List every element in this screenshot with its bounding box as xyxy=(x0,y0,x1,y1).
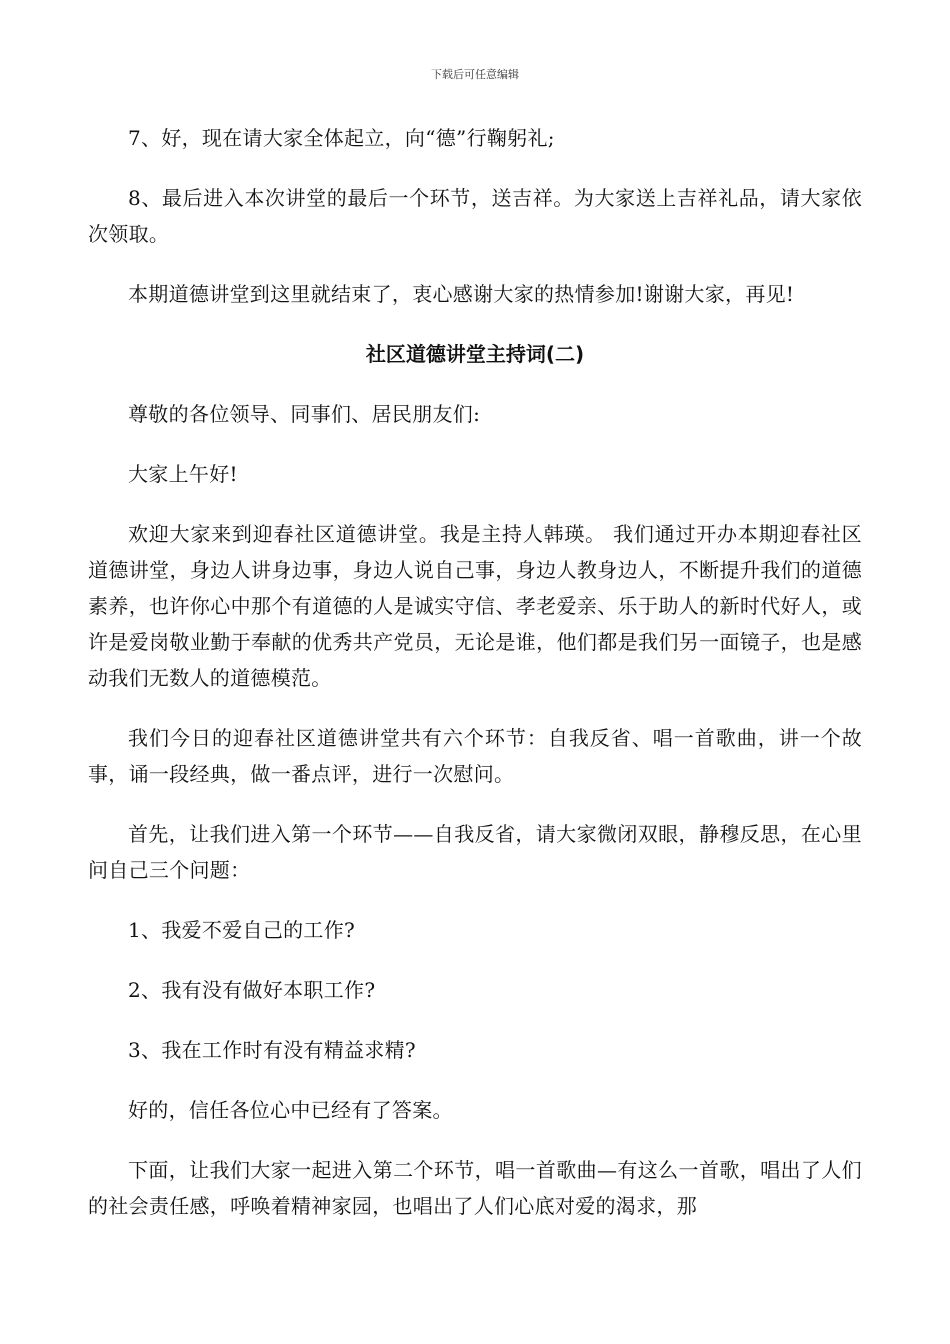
paragraph: 欢迎大家来到迎春社区道德讲堂。我是主持人韩瑛。 我们通过开办本期迎春社区道德讲堂，身边人讲身边事，身边人说自己事，身边人教身边人，不断提升我们的道德素养，也许你心中那个有道德的人是诚实守信、孝老爱亲、乐于助人的新时代好人，或许是爱岗敬业勤于奉献的优秀共产党员，无论是谁，他们都是我们另一面镜子，也是感动我们无数人的道德模范。 xyxy=(88,522,862,690)
paragraph: 本期道德讲堂到这里就结束了，衷心感谢大家的热情参加!谢谢大家，再见! xyxy=(128,282,795,306)
paragraph: 尊敬的各位领导、同事们、居民朋友们: xyxy=(128,402,481,426)
paragraph: 大家上午好! xyxy=(128,462,238,486)
section-title: 社区道德讲堂主持词(二) xyxy=(365,342,585,366)
list-item: 1、我爱不爱自己的工作? xyxy=(128,918,356,942)
paragraph: 8、最后进入本次讲堂的最后一个环节，送吉祥。为大家送上吉祥礼品，请大家依次领取。 xyxy=(88,186,862,246)
list-item: 3、我在工作时有没有精益求精? xyxy=(128,1038,416,1062)
document-body xyxy=(88,120,862,1248)
page-header: 下载后可任意编辑 xyxy=(431,68,519,81)
paragraph: 7、好，现在请大家全体起立，向“德”行鞠躬礼; xyxy=(128,126,555,150)
paragraph: 我们今日的迎春社区道德讲堂共有六个环节：自我反省、唱一首歌曲，讲一个故事，诵一段经典，做一番点评，进行一次慰问。 xyxy=(88,726,862,786)
paragraph: 首先，让我们进入第一个环节——自我反省，请大家微闭双眼，静穆反思，在心里问自己三个问题： xyxy=(88,822,862,882)
list-item: 2、我有没有做好本职工作? xyxy=(128,978,376,1002)
paragraph: 好的，信任各位心中已经有了答案。 xyxy=(128,1098,453,1122)
paragraph: 下面，让我们大家一起进入第二个环节，唱一首歌曲—有这么一首歌，唱出了人们的社会责任感，呼唤着精神家园，也唱出了人们心底对爱的渴求，那 xyxy=(88,1158,862,1218)
